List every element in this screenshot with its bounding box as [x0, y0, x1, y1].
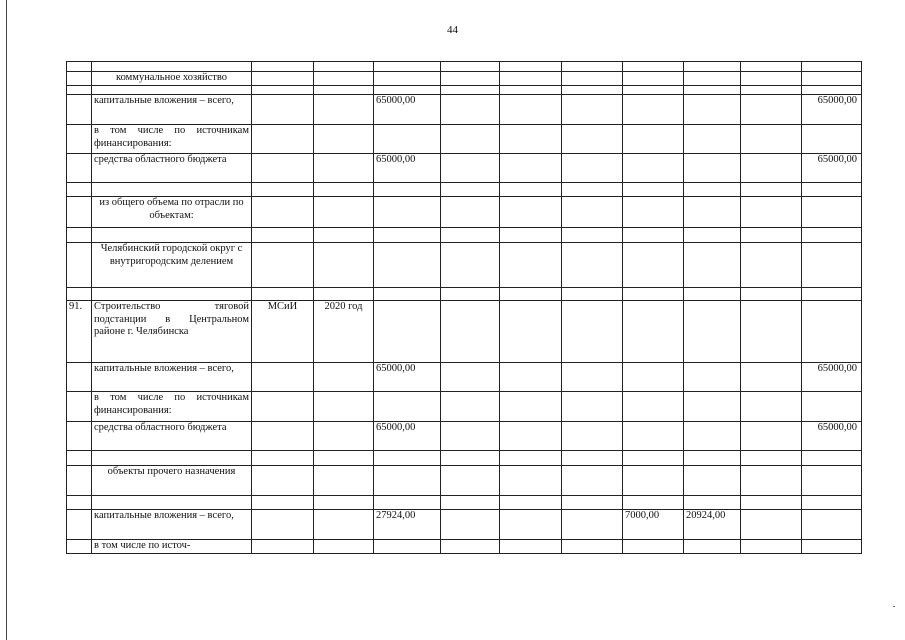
amount-cell: [562, 183, 623, 197]
amount-cell: [441, 301, 500, 363]
amount-cell: [441, 496, 500, 510]
description-cell: объекты прочего назначения: [92, 466, 252, 496]
amount-cell: [623, 183, 684, 197]
amount-cell: 65000,00: [374, 422, 441, 451]
amount-cell: [741, 154, 802, 183]
table-row: [67, 392, 862, 422]
amount-cell: [802, 197, 862, 228]
amount-cell: [623, 243, 684, 288]
row-number-cell: [67, 496, 92, 510]
amount-cell: [441, 154, 500, 183]
table-row: [67, 363, 862, 392]
period-cell: [314, 95, 374, 125]
amount-cell: 65000,00: [374, 154, 441, 183]
description-cell: в том числе по источникам финансирования:: [92, 125, 252, 154]
period-cell: [314, 183, 374, 197]
amount-cell: [684, 228, 741, 243]
description-cell: капитальные вложения – всего,: [92, 95, 252, 125]
amount-cell: [623, 422, 684, 451]
amount-cell: [623, 540, 684, 554]
amount-cell: [441, 228, 500, 243]
row-number-cell: [67, 125, 92, 154]
table-row: [67, 243, 862, 288]
row-number-cell: [67, 392, 92, 422]
table-row: [67, 154, 862, 183]
amount-cell: [684, 95, 741, 125]
amount-cell: [741, 62, 802, 72]
table-row: [67, 62, 862, 72]
amount-cell: [623, 154, 684, 183]
agency-cell: [252, 62, 314, 72]
amount-cell: [623, 197, 684, 228]
amount-cell: [623, 86, 684, 95]
agency-cell: [252, 183, 314, 197]
description-cell: [92, 288, 252, 301]
amount-cell: [684, 72, 741, 86]
amount-cell: [802, 540, 862, 554]
amount-cell: [802, 496, 862, 510]
description-cell: Челябинский городской округ с внутригородским делением: [92, 243, 252, 288]
amount-cell: [500, 451, 562, 466]
amount-cell: [441, 422, 500, 451]
amount-cell: [802, 125, 862, 154]
period-cell: [314, 496, 374, 510]
amount-cell: [741, 301, 802, 363]
amount-cell: [741, 72, 802, 86]
table-row: [67, 183, 862, 197]
amount-cell: [684, 422, 741, 451]
amount-cell: [684, 154, 741, 183]
amount-cell: [500, 154, 562, 183]
description-cell: средства областного бюджета: [92, 154, 252, 183]
amount-cell: [562, 197, 623, 228]
period-cell: [314, 451, 374, 466]
row-number-cell: [67, 197, 92, 228]
amount-cell: [441, 95, 500, 125]
description-cell: Строительство тяговой подстанции в Центральном районе г. Челябинска: [92, 301, 252, 363]
amount-cell: [623, 392, 684, 422]
amount-cell: [500, 466, 562, 496]
amount-cell: [562, 243, 623, 288]
agency-cell: [252, 540, 314, 554]
amount-cell: [562, 288, 623, 301]
amount-cell: [623, 496, 684, 510]
description-cell: в том числе по источникам финансирования:: [92, 392, 252, 422]
table-row: [67, 496, 862, 510]
page-number: 44: [447, 24, 458, 36]
table-row: [67, 86, 862, 95]
amount-cell: [500, 86, 562, 95]
amount-cell: [741, 197, 802, 228]
table-row: [67, 540, 862, 554]
amount-cell: [374, 392, 441, 422]
row-number-cell: [67, 288, 92, 301]
amount-cell: [562, 95, 623, 125]
agency-cell: [252, 288, 314, 301]
amount-cell: [684, 451, 741, 466]
amount-cell: [741, 466, 802, 496]
row-number-cell: [67, 72, 92, 86]
amount-cell: [802, 510, 862, 540]
amount-cell: [802, 86, 862, 95]
amount-cell: [441, 197, 500, 228]
period-cell: [314, 243, 374, 288]
amount-cell: [441, 363, 500, 392]
amount-cell: [741, 86, 802, 95]
amount-cell: [623, 301, 684, 363]
amount-cell: [684, 496, 741, 510]
agency-cell: [252, 228, 314, 243]
agency-cell: [252, 86, 314, 95]
description-cell: [92, 496, 252, 510]
amount-cell: [684, 301, 741, 363]
amount-cell: [684, 86, 741, 95]
agency-cell: [252, 154, 314, 183]
agency-cell: [252, 197, 314, 228]
amount-cell: [374, 540, 441, 554]
amount-cell: [623, 466, 684, 496]
amount-cell: [623, 125, 684, 154]
amount-cell: [741, 95, 802, 125]
amount-cell: [562, 466, 623, 496]
amount-cell: [623, 62, 684, 72]
description-cell: [92, 228, 252, 243]
amount-cell: [500, 72, 562, 86]
amount-cell: [374, 125, 441, 154]
amount-cell: [623, 95, 684, 125]
table-row: [67, 125, 862, 154]
description-cell: [92, 62, 252, 72]
period-cell: [314, 466, 374, 496]
amount-cell: [802, 228, 862, 243]
amount-cell: 65000,00: [802, 154, 862, 183]
agency-cell: [252, 243, 314, 288]
amount-cell: [741, 510, 802, 540]
amount-cell: [802, 72, 862, 86]
description-cell: капитальные вложения – всего,: [92, 363, 252, 392]
period-cell: 2020 год: [314, 301, 374, 363]
amount-cell: [741, 125, 802, 154]
period-cell: [314, 154, 374, 183]
amount-cell: 65000,00: [374, 95, 441, 125]
agency-cell: [252, 392, 314, 422]
table-row: [67, 288, 862, 301]
amount-cell: [562, 363, 623, 392]
amount-cell: [374, 62, 441, 72]
amount-cell: [684, 363, 741, 392]
period-cell: [314, 422, 374, 451]
table-row: [67, 72, 862, 86]
amount-cell: [500, 392, 562, 422]
amount-cell: [374, 466, 441, 496]
description-cell: капитальные вложения – всего,: [92, 510, 252, 540]
amount-cell: 65000,00: [802, 95, 862, 125]
amount-cell: [562, 125, 623, 154]
period-cell: [314, 62, 374, 72]
investment-table: [66, 61, 862, 554]
amount-cell: [623, 451, 684, 466]
amount-cell: [441, 125, 500, 154]
amount-cell: [441, 86, 500, 95]
amount-cell: [374, 86, 441, 95]
amount-cell: [374, 197, 441, 228]
amount-cell: [623, 363, 684, 392]
agency-cell: [252, 496, 314, 510]
period-cell: [314, 363, 374, 392]
agency-cell: [252, 72, 314, 86]
amount-cell: [741, 228, 802, 243]
amount-cell: [623, 228, 684, 243]
agency-cell: [252, 466, 314, 496]
amount-cell: [684, 62, 741, 72]
amount-cell: [623, 288, 684, 301]
row-number-cell: [67, 183, 92, 197]
period-cell: [314, 125, 374, 154]
amount-cell: [802, 392, 862, 422]
period-cell: [314, 540, 374, 554]
amount-cell: [562, 301, 623, 363]
amount-cell: [441, 540, 500, 554]
amount-cell: [684, 288, 741, 301]
agency-cell: [252, 510, 314, 540]
period-cell: [314, 228, 374, 243]
amount-cell: 65000,00: [802, 422, 862, 451]
amount-cell: [500, 496, 562, 510]
amount-cell: [684, 197, 741, 228]
row-number-cell: [67, 154, 92, 183]
amount-cell: 65000,00: [374, 363, 441, 392]
amount-cell: [500, 540, 562, 554]
amount-cell: [500, 243, 562, 288]
amount-cell: [562, 228, 623, 243]
amount-cell: [500, 363, 562, 392]
amount-cell: [500, 183, 562, 197]
amount-cell: [500, 510, 562, 540]
amount-cell: 27924,00: [374, 510, 441, 540]
period-cell: [314, 510, 374, 540]
amount-cell: [441, 451, 500, 466]
amount-cell: [500, 197, 562, 228]
amount-cell: [441, 62, 500, 72]
description-cell: [92, 451, 252, 466]
margin-mark: [893, 606, 895, 607]
row-number-cell: [67, 62, 92, 72]
period-cell: [314, 197, 374, 228]
page-edge-line: [6, 0, 7, 640]
amount-cell: [741, 496, 802, 510]
period-cell: [314, 86, 374, 95]
row-number-cell: [67, 86, 92, 95]
amount-cell: [500, 288, 562, 301]
amount-cell: [802, 243, 862, 288]
amount-cell: [562, 86, 623, 95]
period-cell: [314, 392, 374, 422]
row-number-cell: [67, 243, 92, 288]
amount-cell: [562, 72, 623, 86]
description-cell: [92, 86, 252, 95]
amount-cell: [441, 72, 500, 86]
amount-cell: [741, 392, 802, 422]
table-row: [67, 466, 862, 496]
amount-cell: [562, 510, 623, 540]
amount-cell: [562, 422, 623, 451]
amount-cell: 20924,00: [684, 510, 741, 540]
agency-cell: [252, 125, 314, 154]
amount-cell: [741, 363, 802, 392]
amount-cell: [562, 540, 623, 554]
amount-cell: [802, 288, 862, 301]
period-cell: [314, 288, 374, 301]
amount-cell: [802, 62, 862, 72]
amount-cell: [562, 451, 623, 466]
amount-cell: [500, 228, 562, 243]
amount-cell: [684, 243, 741, 288]
amount-cell: 7000,00: [623, 510, 684, 540]
table-row: [67, 228, 862, 243]
amount-cell: [500, 62, 562, 72]
amount-cell: [441, 392, 500, 422]
agency-cell: [252, 422, 314, 451]
amount-cell: [374, 228, 441, 243]
amount-cell: [741, 288, 802, 301]
table-row: [67, 301, 862, 363]
amount-cell: [441, 183, 500, 197]
amount-cell: [374, 243, 441, 288]
amount-cell: [441, 466, 500, 496]
amount-cell: [500, 301, 562, 363]
amount-cell: [741, 422, 802, 451]
amount-cell: [562, 154, 623, 183]
description-cell: коммунальное хозяйство: [92, 72, 252, 86]
amount-cell: [562, 496, 623, 510]
amount-cell: [500, 422, 562, 451]
table-row: [67, 451, 862, 466]
row-number-cell: [67, 228, 92, 243]
amount-cell: [623, 72, 684, 86]
amount-cell: [741, 243, 802, 288]
row-number-cell: [67, 510, 92, 540]
amount-cell: [562, 62, 623, 72]
description-cell: [92, 183, 252, 197]
row-number-cell: [67, 422, 92, 451]
amount-cell: 65000,00: [802, 363, 862, 392]
table-row: [67, 197, 862, 228]
table-row: [67, 510, 862, 540]
amount-cell: [802, 451, 862, 466]
amount-cell: [441, 510, 500, 540]
amount-cell: [374, 301, 441, 363]
amount-cell: [684, 540, 741, 554]
amount-cell: [562, 392, 623, 422]
amount-cell: [374, 496, 441, 510]
agency-cell: МСиИ: [252, 301, 314, 363]
row-number-cell: [67, 95, 92, 125]
amount-cell: [802, 301, 862, 363]
amount-cell: [441, 243, 500, 288]
agency-cell: [252, 363, 314, 392]
period-cell: [314, 72, 374, 86]
row-number-cell: 91.: [67, 301, 92, 363]
amount-cell: [802, 183, 862, 197]
amount-cell: [374, 451, 441, 466]
amount-cell: [802, 466, 862, 496]
amount-cell: [374, 183, 441, 197]
row-number-cell: [67, 451, 92, 466]
amount-cell: [684, 125, 741, 154]
amount-cell: [441, 288, 500, 301]
row-number-cell: [67, 540, 92, 554]
amount-cell: [741, 451, 802, 466]
amount-cell: [741, 183, 802, 197]
amount-cell: [684, 392, 741, 422]
description-cell: средства областного бюджета: [92, 422, 252, 451]
row-number-cell: [67, 363, 92, 392]
amount-cell: [684, 183, 741, 197]
amount-cell: [374, 72, 441, 86]
amount-cell: [500, 125, 562, 154]
table-row: [67, 422, 862, 451]
amount-cell: [500, 95, 562, 125]
description-cell: из общего объема по отрасли по объектам:: [92, 197, 252, 228]
table-row: [67, 95, 862, 125]
agency-cell: [252, 95, 314, 125]
agency-cell: [252, 451, 314, 466]
description-cell: в том числе по источ-: [92, 540, 252, 554]
amount-cell: [741, 540, 802, 554]
row-number-cell: [67, 466, 92, 496]
amount-cell: [374, 288, 441, 301]
amount-cell: [684, 466, 741, 496]
